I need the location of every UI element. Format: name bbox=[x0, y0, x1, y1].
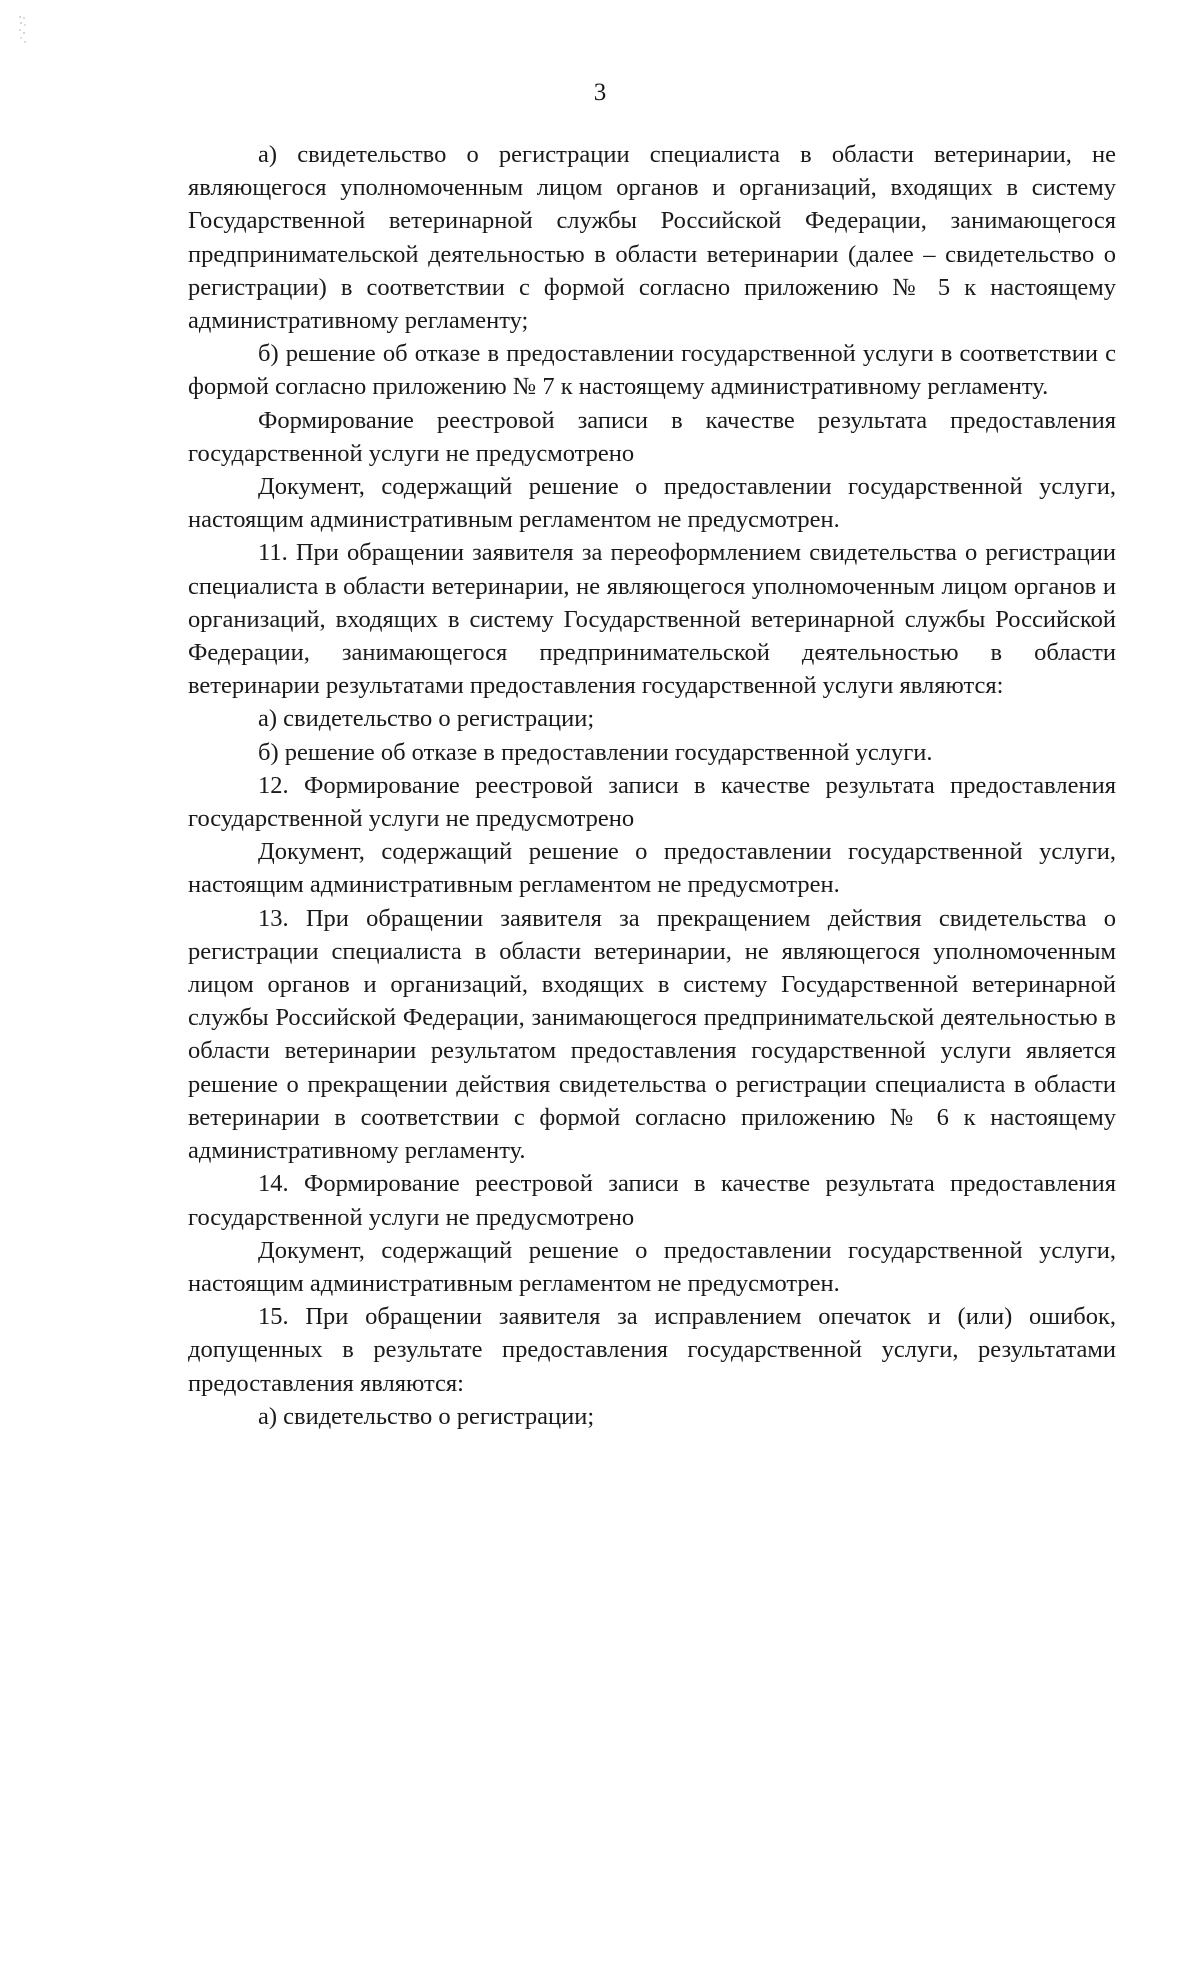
paragraph-item-11: 11. При обращении заявителя за переоформлением свидетельства о регистрации специалиста в области ветеринарии, не являющегося уполномоченным лицом органов и организаций, входящих в систему Государственной ветеринарной службы Российской Федерации, занимающегося предпринимательской деятельностью в области ветеринарии результатами предоставления государственной услуги являются: bbox=[188, 539, 1116, 700]
paragraph-item-14-document-note: Документ, содержащий решение о предоставлении государственной услуги, настоящим административным регламентом не предусмотрен. bbox=[188, 1236, 1116, 1297]
paragraph-item-11-a: а) свидетельство о регистрации; bbox=[258, 705, 595, 733]
paragraph-item-11-b: б) решение об отказе в предоставлении государственной услуги. bbox=[258, 738, 933, 766]
paragraph-item-13: 13. При обращении заявителя за прекращением действия свидетельства о регистрации специалиста в области ветеринарии, не являющегося уполномоченным лицом органов и организаций, входящих в систему Государственной ветеринарной службы Российской Федерации, занимающегося предпринимательской деятельностью в области ветеринарии результатом предоставления государственной услуги является решение о прекращении действия свидетельства о регистрации специалиста в области ветеринарии в соответствии с формой согласно приложению № 6 к настоящему административному регламенту. bbox=[188, 904, 1116, 1165]
paragraph-item-15: 15. При обращении заявителя за исправлением опечаток и (или) ошибок, допущенных в результате предоставления государственной услуги, результатами предоставления являются: bbox=[188, 1303, 1116, 1397]
scan-artifact-icon bbox=[18, 14, 28, 48]
paragraph-registry-note: Формирование реестровой записи в качестве результата предоставления государственной услуги не предусмотрено bbox=[188, 406, 1116, 467]
paragraph-item-12: 12. Формирование реестровой записи в качестве результата предоставления государственной услуги не предусмотрено bbox=[188, 771, 1116, 833]
paragraph-document-note: Документ, содержащий решение о предоставлении государственной услуги, настоящим административным регламентом не предусмотрен. bbox=[188, 473, 1116, 534]
paragraph-item-15-a: а) свидетельство о регистрации; bbox=[258, 1402, 595, 1430]
paragraph-item-12-document-note: Документ, содержащий решение о предоставлении государственной услуги, настоящим административным регламентом не предусмотрен. bbox=[188, 838, 1116, 899]
document-body bbox=[188, 138, 1116, 1433]
page-number: 3 bbox=[593, 79, 607, 106]
paragraph-result-a: а) свидетельство о регистрации специалиста в области ветеринарии, не являющегося уполномоченным лицом органов и организаций, входящих в систему Государственной ветеринарной службы Российской Федерации, занимающегося предпринимательской деятельностью в области ветеринарии (далее – свидетельство о регистрации) в соответствии с формой согласно приложению № 5 к настоящему административному регламенту; bbox=[188, 141, 1116, 335]
paragraph-result-b: б) решение об отказе в предоставлении государственной услуги в соответствии с формой согласно приложению № 7 к настоящему административному регламенту. bbox=[188, 340, 1116, 401]
paragraph-item-14: 14. Формирование реестровой записи в качестве результата предоставления государственной услуги не предусмотрено bbox=[188, 1170, 1116, 1231]
